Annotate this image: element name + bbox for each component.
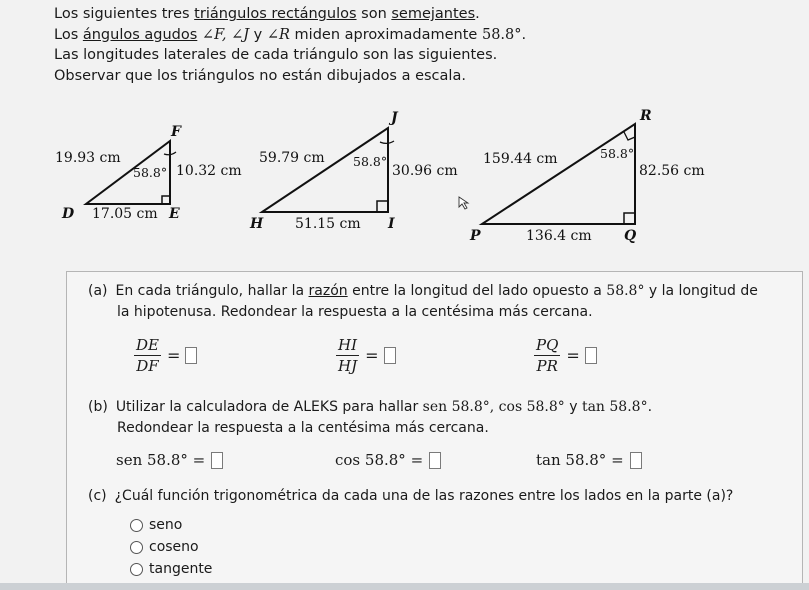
link-razon[interactable]: razón [308,283,348,299]
triangle-hij [249,110,458,232]
option-coseno[interactable]: coseno [130,539,199,555]
intro-line-3: Las longitudes laterales de cada triángulo son las siguientes. [54,47,498,63]
radio-icon[interactable] [130,541,143,554]
radio-icon[interactable] [130,563,143,576]
side-ij: 30.96 cm [392,163,458,179]
answer-box-tan[interactable] [630,452,642,469]
answer-box-sin[interactable] [211,452,223,469]
answer-box-pq-pr[interactable] [585,347,597,364]
vertex-r: R [640,108,652,124]
vertex-j: J [391,110,398,126]
part-c-text: (c) ¿Cuál función trigonométrica da cada una de las razones entre los lados en la parte (a)? [88,488,734,504]
vertex-i: I [388,216,395,232]
link-angulos-agudos[interactable]: ángulos agudos [82,26,198,43]
cos-row: cos 58.8° = [335,451,441,469]
intro-line-2: Los ángulos agudos ∠F, ∠J y ∠R miden aproximadamente 58.8°. [54,26,527,43]
answer-box-de-df[interactable] [185,347,197,364]
option-seno[interactable]: seno [130,517,182,533]
vertex-p: P [470,228,481,244]
side-qr: 82.56 cm [639,163,705,179]
side-hj: 59.79 cm [259,150,325,166]
ratio-hi-hj: $\frac{HI}{HJ}$ = [336,335,396,376]
side-pr: 159.44 cm [483,151,558,167]
mouse-cursor-icon [459,197,468,209]
vertex-q: Q [624,228,637,244]
vertex-e: E [169,206,180,222]
angle-r-label: 58.8° [600,146,635,161]
triangle-pqr [469,108,705,244]
intro-line-4: Observar que los triángulos no están dibujados a escala. [54,67,466,84]
radio-icon[interactable] [130,519,143,532]
link-triangulos-rectangulos[interactable]: triángulos rectángulos [194,6,357,22]
vertex-f: F [171,124,181,140]
side-ef: 10.32 cm [176,163,242,179]
angle-j-label: 58.8° [353,154,388,169]
sin-row: sen 58.8° = [116,451,223,469]
side-hi: 51.15 cm [295,216,361,232]
angle-f-label: 58.8° [133,165,168,180]
ratio-pq-pr: $\frac{PQ}{PR}$ = [534,335,597,376]
bottom-bar [0,583,809,590]
intro-line-1: Los siguientes tres triángulos rectángulos son semejantes. [54,6,480,22]
answer-box-cos[interactable] [429,452,441,469]
tan-row: tan 58.8° = [536,451,642,469]
vertex-h: H [250,216,264,232]
part-a-text: (a) En cada triángulo, hallar la razón entre la longitud del lado opuesto a 58.8° y la longitud de la hipotenusa. Redondear la respuesta a la centésima más cercana. [88,283,758,320]
link-semejantes[interactable]: semejantes [391,6,476,22]
side-pq: 136.4 cm [526,228,592,244]
vertex-d: D [62,206,75,222]
side-de: 17.05 cm [92,206,158,222]
triangle-def [55,124,242,222]
ratio-de-df: $\frac{DE}{DF}$ = [134,335,197,376]
part-b-text: (b) Utilizar la calculadora de ALEKS para hallar sen 58.8°, cos 58.8° y tan 58.8°. Redondear la respuesta a la centésima más cercana. [88,399,653,436]
problem-intro [54,4,526,86]
answer-box-hi-hj[interactable] [384,347,396,364]
triangles-figure [0,95,809,245]
side-df: 19.93 cm [55,150,121,166]
option-tangente[interactable]: tangente [130,561,212,577]
